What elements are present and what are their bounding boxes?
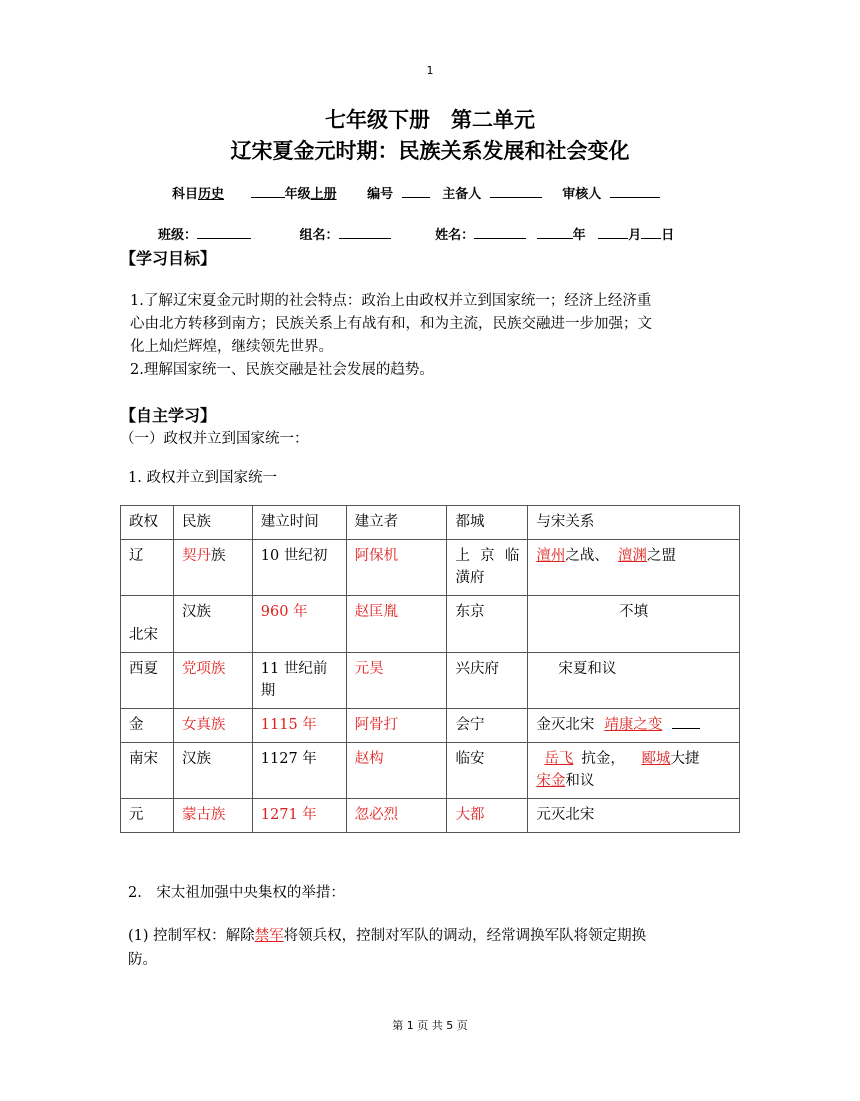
grade-label: 年级 bbox=[284, 187, 311, 202]
cell-founder: 赵构 bbox=[346, 743, 447, 799]
cell-founder: 忽必烈 bbox=[346, 799, 447, 833]
cell-regime: 西夏 bbox=[121, 653, 174, 709]
goal2: 2.理解国家统一、民族交融是社会发展的趋势。 bbox=[130, 362, 434, 378]
cell-ethnic: 女真族 bbox=[173, 709, 252, 743]
measure-1-paragraph bbox=[128, 924, 748, 972]
table-header-row bbox=[121, 506, 740, 540]
table-header-cell: 与宋关系 bbox=[528, 506, 740, 540]
cell-time: 1127 年 bbox=[252, 743, 346, 799]
cell-regime: 北宋 bbox=[121, 596, 174, 653]
cell-relation: 元灭北宋 bbox=[528, 799, 740, 833]
page-title-line2: 辽宋夏金元时期：民族关系发展和社会变化 bbox=[230, 139, 630, 163]
cell-relation bbox=[528, 540, 740, 596]
grade-value: 上册 bbox=[310, 187, 337, 202]
relation-text: 大捷 bbox=[670, 751, 700, 767]
cell-regime: 元 bbox=[121, 799, 174, 833]
relation-answer: 宋金 bbox=[536, 773, 566, 789]
group-label: 组名： bbox=[299, 228, 339, 243]
cell-relation bbox=[528, 743, 740, 799]
cell-ethnic-answer: 契丹 bbox=[181, 548, 211, 564]
cell-relation: 不填 bbox=[528, 596, 740, 653]
cell-ethnic: 蒙古族 bbox=[173, 799, 252, 833]
meta-row-2 bbox=[158, 224, 674, 243]
page-footer: 第 1 页 共 5 页 bbox=[392, 1019, 468, 1032]
relation-text: 之盟 bbox=[647, 548, 677, 564]
cell-time: 960 年 bbox=[252, 596, 346, 653]
relation-text: 抗金， bbox=[581, 751, 625, 767]
cell-ethnic: 汉族 bbox=[173, 743, 252, 799]
measure-1-text-end: 防。 bbox=[128, 952, 157, 968]
sub-heading-1: （一）政权并立到国家统一： bbox=[120, 431, 309, 447]
table-header-cell: 都城 bbox=[447, 506, 528, 540]
relation-text: 金灭北宋 bbox=[536, 717, 595, 733]
goal1-line2: 心由北方转移到南方；民族关系上有战有和，和为主流，民族交融进一步加强；文 bbox=[130, 316, 652, 332]
name-label: 姓名： bbox=[435, 228, 475, 243]
prep-label: 主备人 bbox=[442, 187, 482, 202]
grade-blank[interactable] bbox=[251, 185, 285, 198]
prep-blank[interactable] bbox=[490, 185, 542, 198]
cell-founder: 阿骨打 bbox=[346, 709, 447, 743]
page-title-line1: 七年级下册 第二单元 bbox=[325, 108, 535, 132]
table-header-cell: 建立者 bbox=[346, 506, 447, 540]
cell-ethnic-suffix: 族 bbox=[210, 548, 226, 564]
cell-founder: 赵匡胤 bbox=[346, 596, 447, 653]
year-label: 年 bbox=[572, 228, 586, 243]
cell-ethnic bbox=[173, 540, 252, 596]
month-label: 月 bbox=[628, 228, 642, 243]
cell-capital: 大都 bbox=[447, 799, 528, 833]
cell-capital: 兴庆府 bbox=[447, 653, 528, 709]
group-blank[interactable] bbox=[339, 226, 391, 239]
section-goals-heading: 【学习目标】 bbox=[120, 249, 217, 268]
goal1-line3: 化上灿烂辉煌，继续领先世界。 bbox=[130, 339, 333, 355]
measure-1-answer: 禁军 bbox=[254, 928, 284, 944]
table-row bbox=[121, 540, 740, 596]
cell-founder: 元昊 bbox=[346, 653, 447, 709]
cell-regime: 金 bbox=[121, 709, 174, 743]
cell-regime: 辽 bbox=[121, 540, 174, 596]
relation-text: 之战、 bbox=[565, 548, 609, 564]
cell-time: 1271 年 bbox=[252, 799, 346, 833]
cell-time: 1115 年 bbox=[252, 709, 346, 743]
cell-time: 11 世纪前期 bbox=[252, 653, 346, 709]
page-number-top: 1 bbox=[426, 64, 434, 77]
goals-paragraph bbox=[130, 290, 750, 382]
day-blank[interactable] bbox=[641, 226, 661, 239]
cell-capital: 临安 bbox=[447, 743, 528, 799]
review-label: 审核人 bbox=[562, 187, 602, 202]
table-row bbox=[121, 743, 740, 799]
class-blank[interactable] bbox=[197, 226, 251, 239]
cell-regime: 南宋 bbox=[121, 743, 174, 799]
table-row bbox=[121, 709, 740, 743]
regimes-table bbox=[120, 505, 740, 833]
relation-answer: 澶渊 bbox=[618, 548, 648, 564]
relation-text: 和议 bbox=[565, 773, 595, 789]
relation-answer: 澶州 bbox=[536, 548, 566, 564]
cell-relation bbox=[528, 709, 740, 743]
measure-1-text: (1) 控制军权：解除 bbox=[128, 928, 255, 944]
cell-capital: 东京 bbox=[447, 596, 528, 653]
relation-blank bbox=[672, 716, 700, 729]
measure-1-text-cont: 将领兵权，控制对军队的调动，经常调换军队将领定期换 bbox=[283, 928, 647, 944]
class-label: 班级： bbox=[158, 228, 198, 243]
cell-capital: 会宁 bbox=[447, 709, 528, 743]
cell-ethnic: 汉族 bbox=[173, 596, 252, 653]
cell-relation: 宋夏和议 bbox=[528, 653, 740, 709]
sub-heading-2: 2. 宋太祖加强中央集权的举措： bbox=[128, 885, 345, 901]
table-row bbox=[121, 596, 740, 653]
sub-heading-1-1: 1. 政权并立到国家统一 bbox=[128, 470, 277, 486]
table-header-cell: 政权 bbox=[121, 506, 174, 540]
table-row bbox=[121, 653, 740, 709]
table-row bbox=[121, 799, 740, 833]
code-label: 编号 bbox=[367, 187, 394, 202]
subject-label: 科目 bbox=[172, 187, 199, 202]
goal1-line1: 1.了解辽宋夏金元时期的社会特点：政治上由政权并立到国家统一；经济上经济重 bbox=[130, 293, 652, 309]
cell-capital: 上 京 临潢府 bbox=[447, 540, 528, 596]
table-header-cell: 民族 bbox=[173, 506, 252, 540]
cell-time: 10 世纪初 bbox=[252, 540, 346, 596]
relation-answer: 岳飞 bbox=[544, 751, 574, 767]
cell-founder: 阿保机 bbox=[346, 540, 447, 596]
meta-row-1 bbox=[172, 183, 660, 202]
relation-answer: 郾城 bbox=[641, 751, 671, 767]
section-self-heading: 【自主学习】 bbox=[120, 406, 217, 425]
year-blank[interactable] bbox=[537, 226, 573, 239]
month-blank[interactable] bbox=[598, 226, 628, 239]
review-blank[interactable] bbox=[610, 185, 660, 198]
table-header-cell: 建立时间 bbox=[252, 506, 346, 540]
name-blank[interactable] bbox=[474, 226, 526, 239]
day-label: 日 bbox=[661, 228, 675, 243]
relation-answer: 靖康之变 bbox=[604, 717, 663, 733]
cell-ethnic: 党项族 bbox=[173, 653, 252, 709]
code-blank[interactable] bbox=[402, 185, 430, 198]
subject-value: 历史 bbox=[198, 187, 225, 202]
